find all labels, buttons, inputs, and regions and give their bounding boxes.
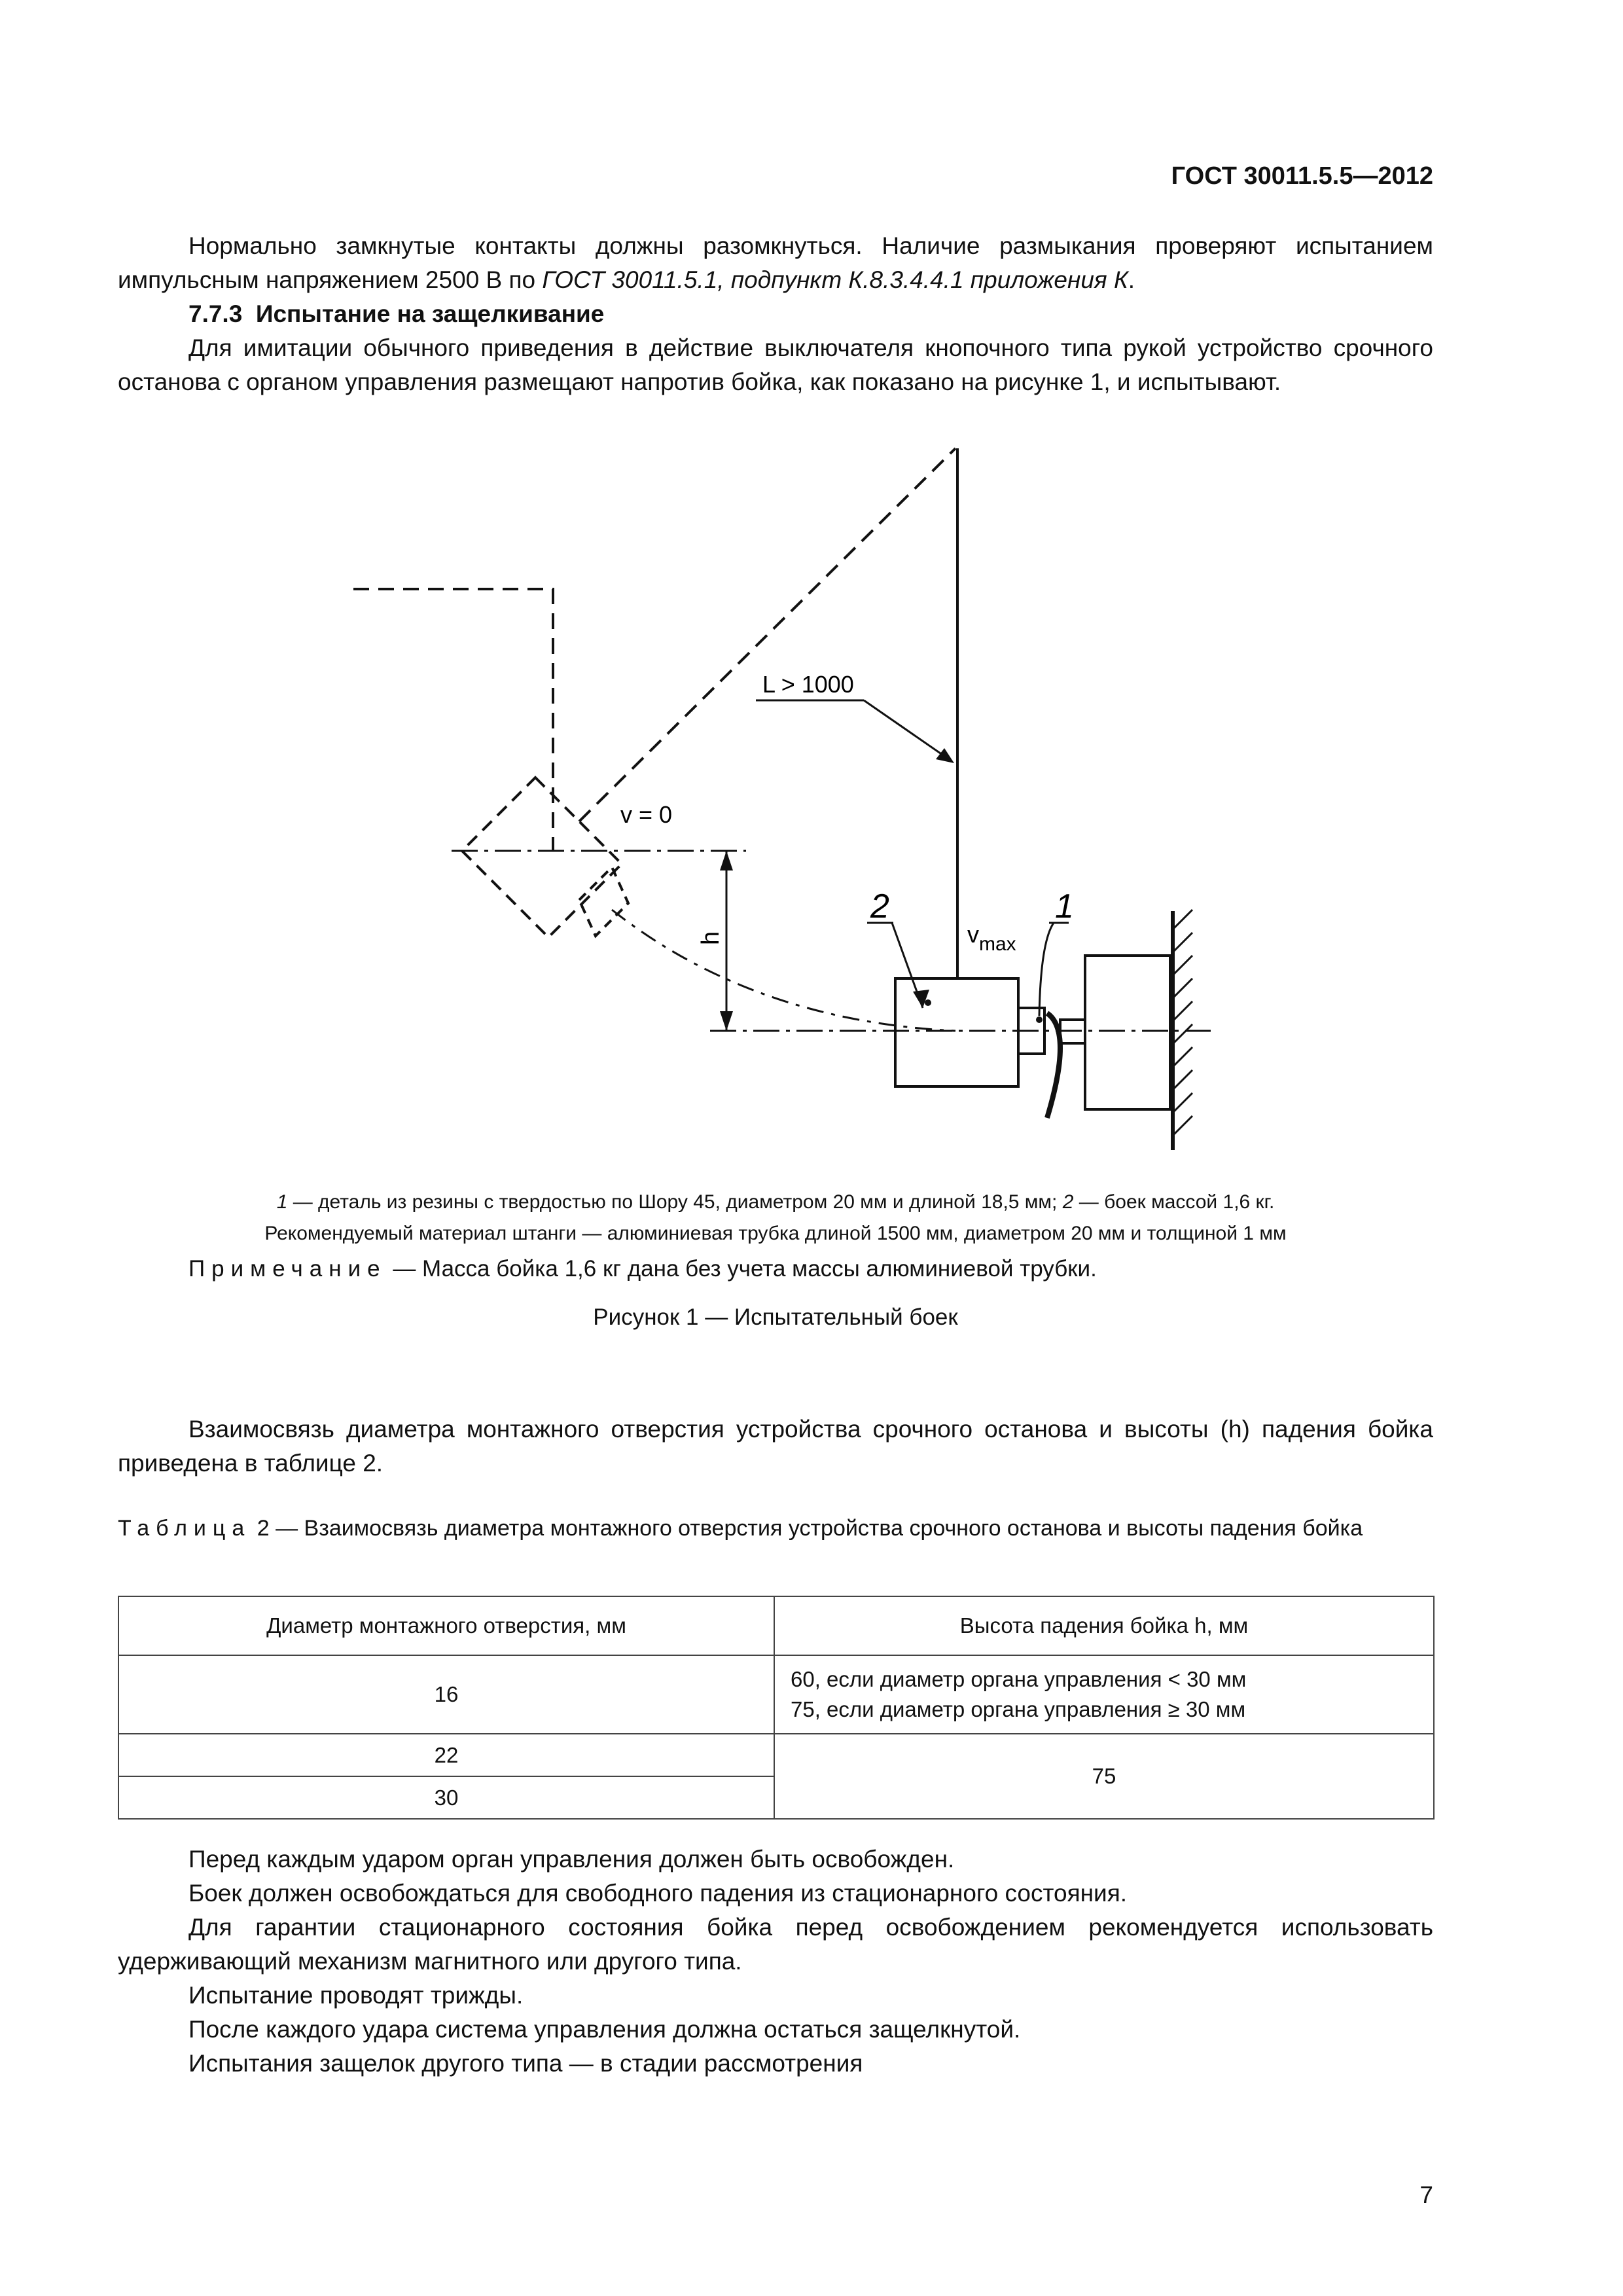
label-v0: v = 0 <box>620 801 673 828</box>
note-label: Примечание <box>188 1256 387 1282</box>
table-2 <box>118 1596 1435 1820</box>
header-height: Высота падения бойка h, мм <box>774 1596 1434 1655</box>
legend-text-2: — боек массой 1,6 кг. <box>1073 1191 1275 1213</box>
emergency-stop-device <box>1085 956 1170 1109</box>
dashed-initial-frame <box>353 589 553 851</box>
cell-diameter: 16 <box>118 1655 774 1734</box>
label-vmax <box>967 921 1016 955</box>
label-L: L > 1000 <box>762 671 854 698</box>
arrow-h-bottom <box>720 1011 733 1031</box>
cell-diameter: 30 <box>118 1776 774 1819</box>
figure-test-striker <box>0 419 1623 1165</box>
dashed-rubber-initial <box>579 867 628 936</box>
paragraph-final-4: Испытание проводят трижды. <box>188 1982 524 2009</box>
paragraph-text-end: . <box>1128 266 1135 293</box>
legend-line-1 <box>118 1187 1433 1218</box>
label-vmax-v: v <box>967 921 979 948</box>
label-vmax-sub: max <box>979 933 1016 955</box>
legend-line-2: Рекомендуемый материал штанги — алюминиевая трубка длиной 1500 мм, диаметром 20 мм и толщиной 1 мм <box>264 1223 1287 1244</box>
legend-number-2: 2 <box>1062 1191 1074 1213</box>
wall-hatching <box>1173 910 1192 1136</box>
paragraph-text: Нормально замкнутые контакты должны разомкнуться. Наличие размыкания проверяют испытанием импульсным напряжением 2500 В по <box>118 232 1433 293</box>
paragraph-final-5: После каждого удара система управления должна остаться защелкнутой. <box>188 2016 1021 2043</box>
paragraph-final-6: Испытания защелок другого типа — в стадии рассмотрения <box>188 2050 863 2077</box>
label-h: h <box>697 931 724 945</box>
rubber-center-dot <box>1036 1016 1043 1023</box>
table-row <box>118 1734 1434 1776</box>
arrow-h-top <box>720 851 733 870</box>
label-L-leader <box>864 700 949 759</box>
document-header: ГОСТ 30011.5.5—2012 <box>1171 162 1433 190</box>
cell-height-line-2: 75, если диаметр органа управления ≥ 30 мм <box>790 1697 1246 1721</box>
striker-center-dot <box>925 999 931 1006</box>
paragraph-final-2: Боек должен освобождаться для свободного падения из стационарного состояния. <box>188 1880 1128 1907</box>
button-head <box>1047 1013 1060 1118</box>
table-header-row <box>118 1596 1434 1655</box>
arrow-L <box>936 748 954 763</box>
section-title: Испытание на защелкивание <box>255 300 605 327</box>
cell-height-merged: 75 <box>774 1734 1434 1819</box>
trajectory-arc <box>612 910 955 1031</box>
section-heading <box>118 297 1433 331</box>
table-caption <box>118 1513 1433 1543</box>
striker-block <box>895 978 1018 1086</box>
cell-diameter: 22 <box>118 1734 774 1776</box>
table-label: Таблица <box>118 1516 251 1541</box>
table-caption-text: 2 — Взаимосвязь диаметра монтажного отверстия устройства срочного останова и высоты падения бойка <box>251 1516 1363 1541</box>
figure-caption: Рисунок 1 — Испытательный боек <box>593 1304 958 1330</box>
cell-height-line-1: 60, если диаметр органа управления < 30 мм <box>790 1667 1247 1691</box>
legend-text-1: — деталь из резины с твердостью по Шору 45, диаметром 20 мм и длиной 18,5 мм; <box>287 1191 1063 1213</box>
callout-1: 1 <box>1055 888 1074 925</box>
cell-height <box>774 1655 1434 1734</box>
figure-note <box>118 1253 1433 1285</box>
paragraph-final-3: Для гарантии стационарного состояния бойка перед освобождением рекомендуется использовать удерживающий механизм магнитного или другого типа. <box>118 1914 1433 1975</box>
standard-reference: ГОСТ 30011.5.1, подпункт К.8.3.4.4.1 приложения К <box>542 266 1128 293</box>
paragraph-setup: Для имитации обычного приведения в действие выключателя кнопочного типа рукой устройство срочного останова с органом управления размещают напротив бойка, как показано на рисунке 1, и испытывают. <box>118 334 1433 395</box>
paragraph-final-1: Перед каждым ударом орган управления должен быть освобожден. <box>188 1846 955 1873</box>
paragraph-table-intro: Взаимосвязь диаметра монтажного отверстия устройства срочного останова и высоты (h) падения бойка приведена в таблице 2. <box>118 1416 1433 1477</box>
dashed-rod-initial <box>579 448 955 821</box>
callout-2: 2 <box>870 888 889 925</box>
table-row <box>118 1655 1434 1734</box>
page-number: 7 <box>1419 2181 1433 2208</box>
note-text: — Масса бойка 1,6 кг дана без учета массы алюминиевой трубки. <box>386 1256 1097 1282</box>
section-number: 7.7.3 <box>188 300 243 327</box>
paragraph-contacts <box>118 229 1433 297</box>
figure-legend <box>118 1187 1433 1249</box>
header-diameter: Диаметр монтажного отверстия, мм <box>118 1596 774 1655</box>
legend-number-1: 1 <box>276 1191 288 1213</box>
callout-1-leader <box>1039 923 1054 1016</box>
